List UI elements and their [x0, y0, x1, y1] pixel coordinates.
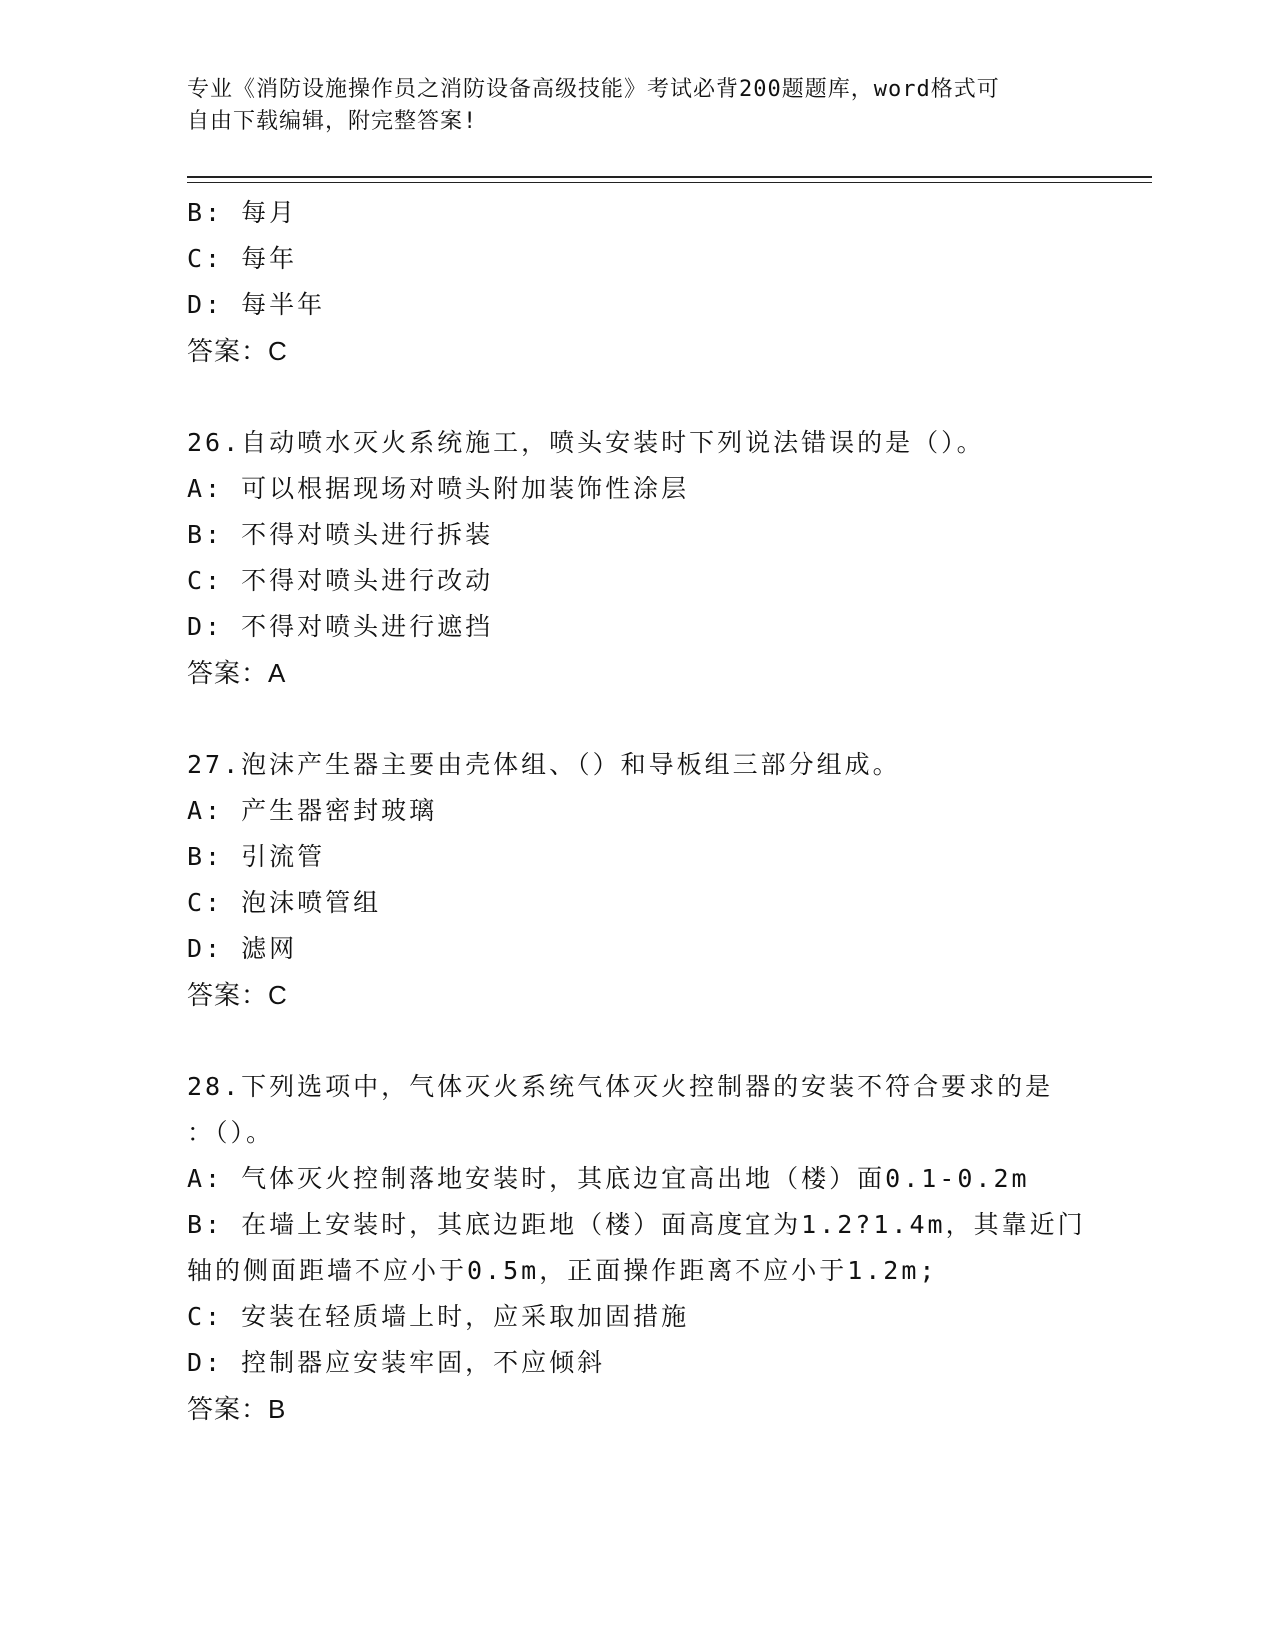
header-line-1: 专业《消防设施操作员之消防设备高级技能》考试必背200题题库，word格式可 — [187, 77, 1000, 102]
option-b-line-2: 轴的侧面距墙不应小于0.5m，正面操作距离不应小于1.2m; — [187, 1256, 938, 1285]
option-b: B: 引流管 — [187, 842, 326, 871]
question-stem-line-2: ：（）。 — [187, 1118, 275, 1147]
question-stem: 27.泡沫产生器主要由壳体组、（）和导板组三部分组成。 — [187, 750, 901, 779]
option-a: A: 产生器密封玻璃 — [187, 796, 438, 825]
question-25-continued — [187, 190, 1087, 374]
option-c: C: 安装在轻质墙上时，应采取加固措施 — [187, 1302, 690, 1331]
option-d: D: 控制器应安装牢固，不应倾斜 — [187, 1348, 606, 1377]
question-list — [187, 190, 1087, 1432]
document-header — [187, 74, 1067, 138]
question-26 — [187, 420, 1087, 696]
answer-line: 答案：B — [187, 1394, 287, 1424]
option-b: B: 每月 — [187, 198, 298, 227]
option-d: D: 滤网 — [187, 934, 298, 963]
option-a: A: 气体灭火控制落地安装时，其底边宜高出地（楼）面0.1-0.2m — [187, 1164, 1030, 1193]
option-b: B: 不得对喷头进行拆装 — [187, 520, 494, 549]
header-line-2: 自由下载编辑，附完整答案! — [187, 109, 478, 134]
spacer — [187, 696, 1087, 742]
option-a: A: 可以根据现场对喷头附加装饰性涂层 — [187, 474, 690, 503]
spacer — [187, 1018, 1087, 1064]
question-28 — [187, 1064, 1087, 1432]
question-stem-line-1: 28.下列选项中，气体灭火系统气体灭火控制器的安装不符合要求的是 — [187, 1072, 1054, 1101]
option-c: C: 泡沫喷管组 — [187, 888, 382, 917]
spacer — [187, 374, 1087, 420]
option-b-line-1: B: 在墙上安装时，其底边距地（楼）面高度宜为1.2?1.4m，其靠近门 — [187, 1210, 1086, 1239]
answer-line: 答案：C — [187, 980, 288, 1010]
question-stem: 26.自动喷水灭火系统施工，喷头安装时下列说法错误的是（）。 — [187, 428, 985, 457]
answer-line: 答案：C — [187, 336, 288, 366]
question-27 — [187, 742, 1087, 1018]
option-c: C: 不得对喷头进行改动 — [187, 566, 494, 595]
option-c: C: 每年 — [187, 244, 298, 273]
answer-line: 答案：A — [187, 658, 287, 688]
option-d: D: 每半年 — [187, 290, 326, 319]
header-divider-thick — [187, 176, 1152, 178]
header-divider-thin — [187, 182, 1152, 183]
option-d: D: 不得对喷头进行遮挡 — [187, 612, 494, 641]
